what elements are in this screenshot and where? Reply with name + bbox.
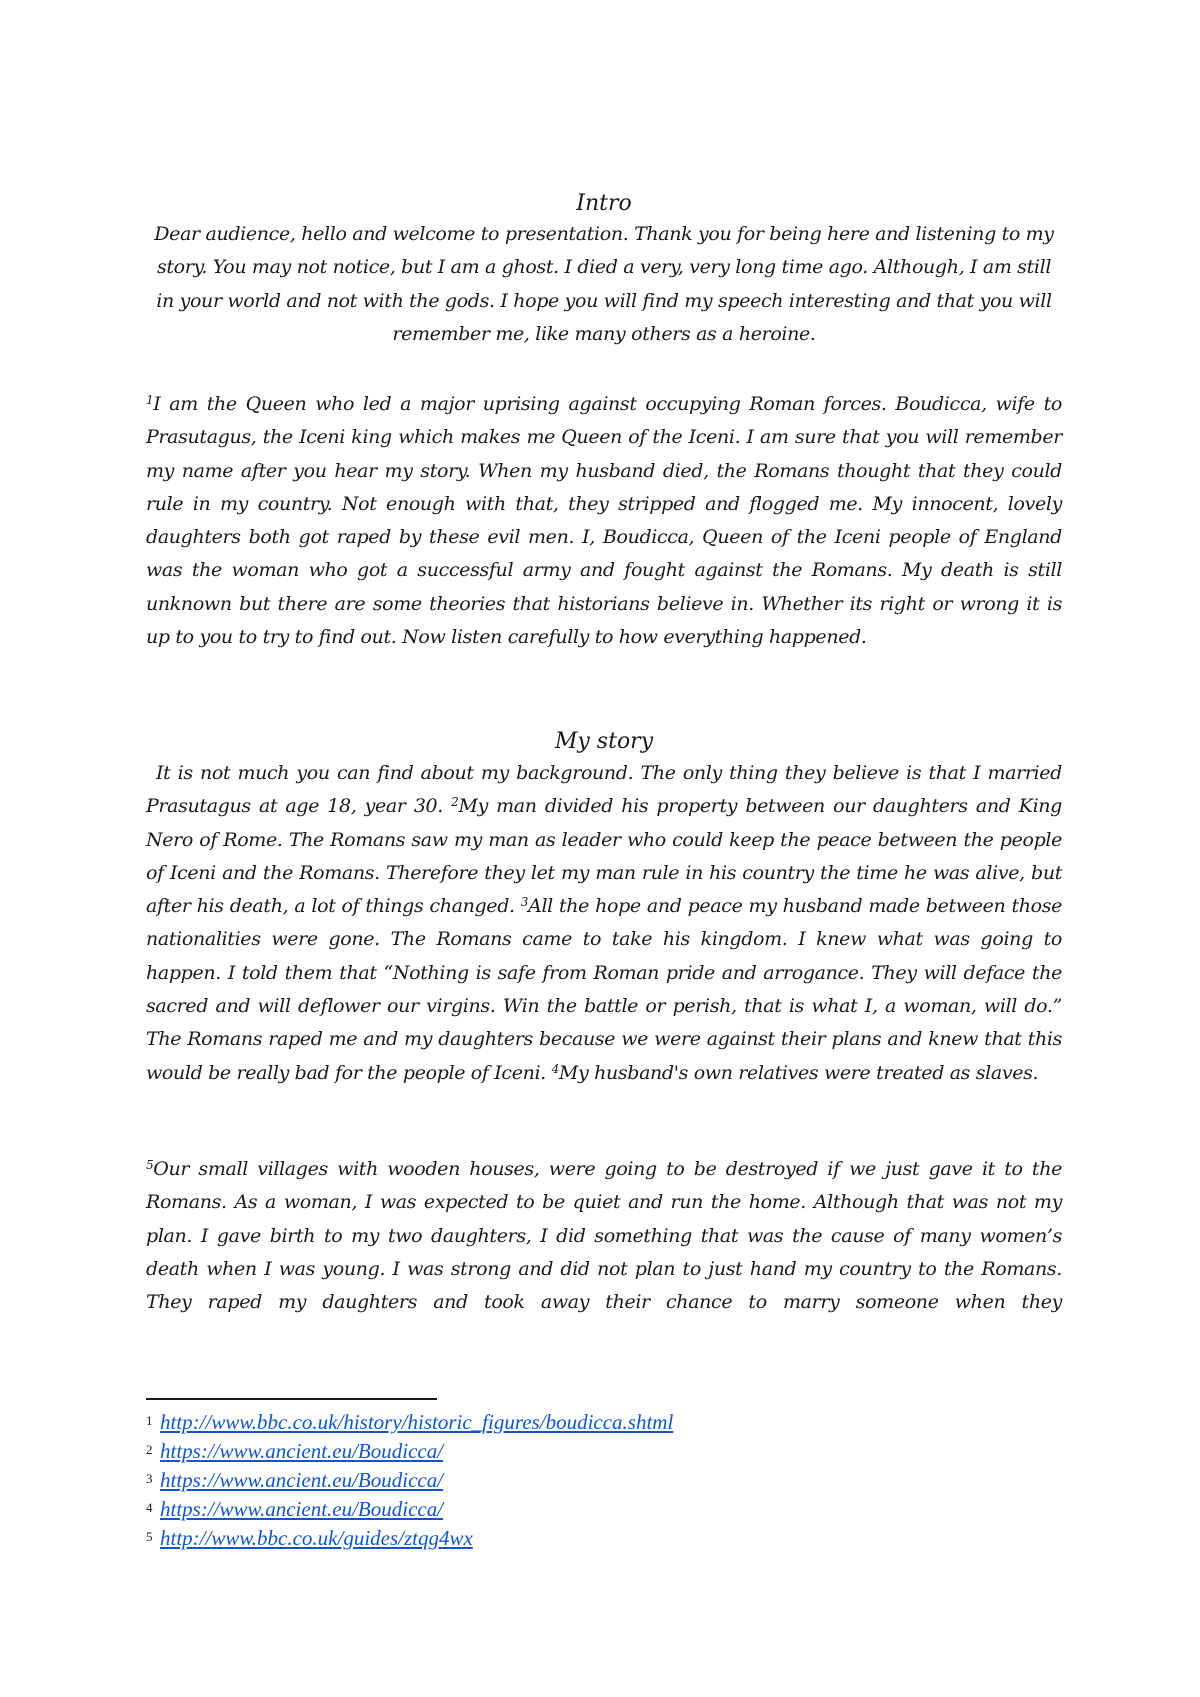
footnote-item: [146, 1408, 846, 1437]
story-text-part3: All the hope and peace my husband made between those nationalities were gone. The Romans came to take his kingdom. I knew what was going to happen. I told them that “Nothing is safe from Roman pride and arrogance. They will deface the sacred and will deflower our virgins. Win the battle or perish, that is what I, a woman, will do.” The Romans raped me and my daughters because we were against their plans and knew that this would be really bad for the people of Iceni.: [146, 895, 1063, 1084]
footnote-number: 4: [146, 1500, 153, 1515]
footnote-ref-4[interactable]: 4: [551, 1061, 559, 1076]
footnotes: [146, 1408, 846, 1553]
footnote-item: [146, 1437, 846, 1466]
footnote-ref-3[interactable]: 3: [520, 895, 529, 910]
footnote-item: [146, 1524, 846, 1553]
footnote-link[interactable]: https://www.ancient.eu/Boudicca/: [160, 1497, 444, 1521]
footnote-number: 5: [146, 1529, 153, 1544]
footnote-ref-1[interactable]: 1: [146, 393, 154, 407]
story-heading: My story: [554, 729, 654, 754]
story-text-part2: My man divided his property between our daughters and King Nero of Rome. The Romans saw my man as leader who could keep the peace between the people of Iceni and the Romans. Therefore they let my man rule in his country the time he was alive, but after his death, a lot of things changed.: [146, 795, 1062, 918]
footnote-item: [146, 1466, 846, 1495]
footnote-separator: [146, 1398, 437, 1400]
queen-paragraph-text: I am the Queen who led a major uprising against occupying Roman forces. Boudicca, wife to Prasutagus, the Iceni king which makes me Queen of the Iceni. I am sure that you will remember my name after you hear my story. When my husband died, the Romans thought that they could rule in my country. Not enough with that, they stripped and flogged me. My innocent, lovely daughters both got raped by these evil men. I, Boudicca, Queen of the Iceni people of England was the woman who got a successful army and fought against the Romans. My death is still unknown but there are some theories that historians believe in. Whether its right or wrong it is up to you to try to find out. Now listen carefully to how everything happened.: [146, 393, 1062, 649]
footnote-link[interactable]: https://www.ancient.eu/Boudicca/: [160, 1439, 444, 1463]
villages-paragraph: [146, 1153, 1062, 1319]
story-text-part1: It is not much you can find about my background. The only thing they believe is that I married Prasutagus at age 18, year 30.: [146, 762, 1062, 818]
footnote-number: 3: [146, 1471, 153, 1486]
footnote-ref-2[interactable]: 2: [451, 795, 459, 810]
queen-paragraph: [146, 388, 1062, 654]
footnote-link[interactable]: https://www.ancient.eu/Boudicca/: [160, 1468, 444, 1492]
footnote-link[interactable]: http://www.bbc.co.uk/guides/ztqg4wx: [160, 1526, 473, 1550]
footnote-item: [146, 1495, 846, 1524]
intro-heading: Intro: [576, 191, 632, 216]
villages-paragraph-text: Our small villages with wooden houses, were going to be destroyed if we just gave it to the Romans. As a woman, I was expected to be quiet and run the home. Although that was not my plan. I gave birth to my two daughters, I did something that was the cause of many women’s death when I was young. I was strong and did not plan to just hand my country to the Romans. They raped my daughters and took away their chance to marry someone when they: [146, 1158, 1062, 1314]
footnote-number: 1: [146, 1413, 153, 1428]
story-paragraph: [146, 757, 1062, 1090]
intro-paragraph: Dear audience, hello and welcome to presentation. Thank you for being here and listening to my story. You may not notice, but I am a ghost. I died a very, very long time ago. Although, I am still in your world and not with the gods. I hope you will find my speech interesting and that you will remember me, like many others as a heroine.: [154, 223, 1054, 345]
footnote-number: 2: [146, 1442, 153, 1457]
footnote-ref-5[interactable]: 5: [146, 1158, 154, 1172]
story-text-part4: My husband's own relatives were treated as slaves.: [558, 1061, 1039, 1084]
footnote-link[interactable]: http://www.bbc.co.uk/history/historic_figures/boudicca.shtml: [160, 1410, 674, 1434]
